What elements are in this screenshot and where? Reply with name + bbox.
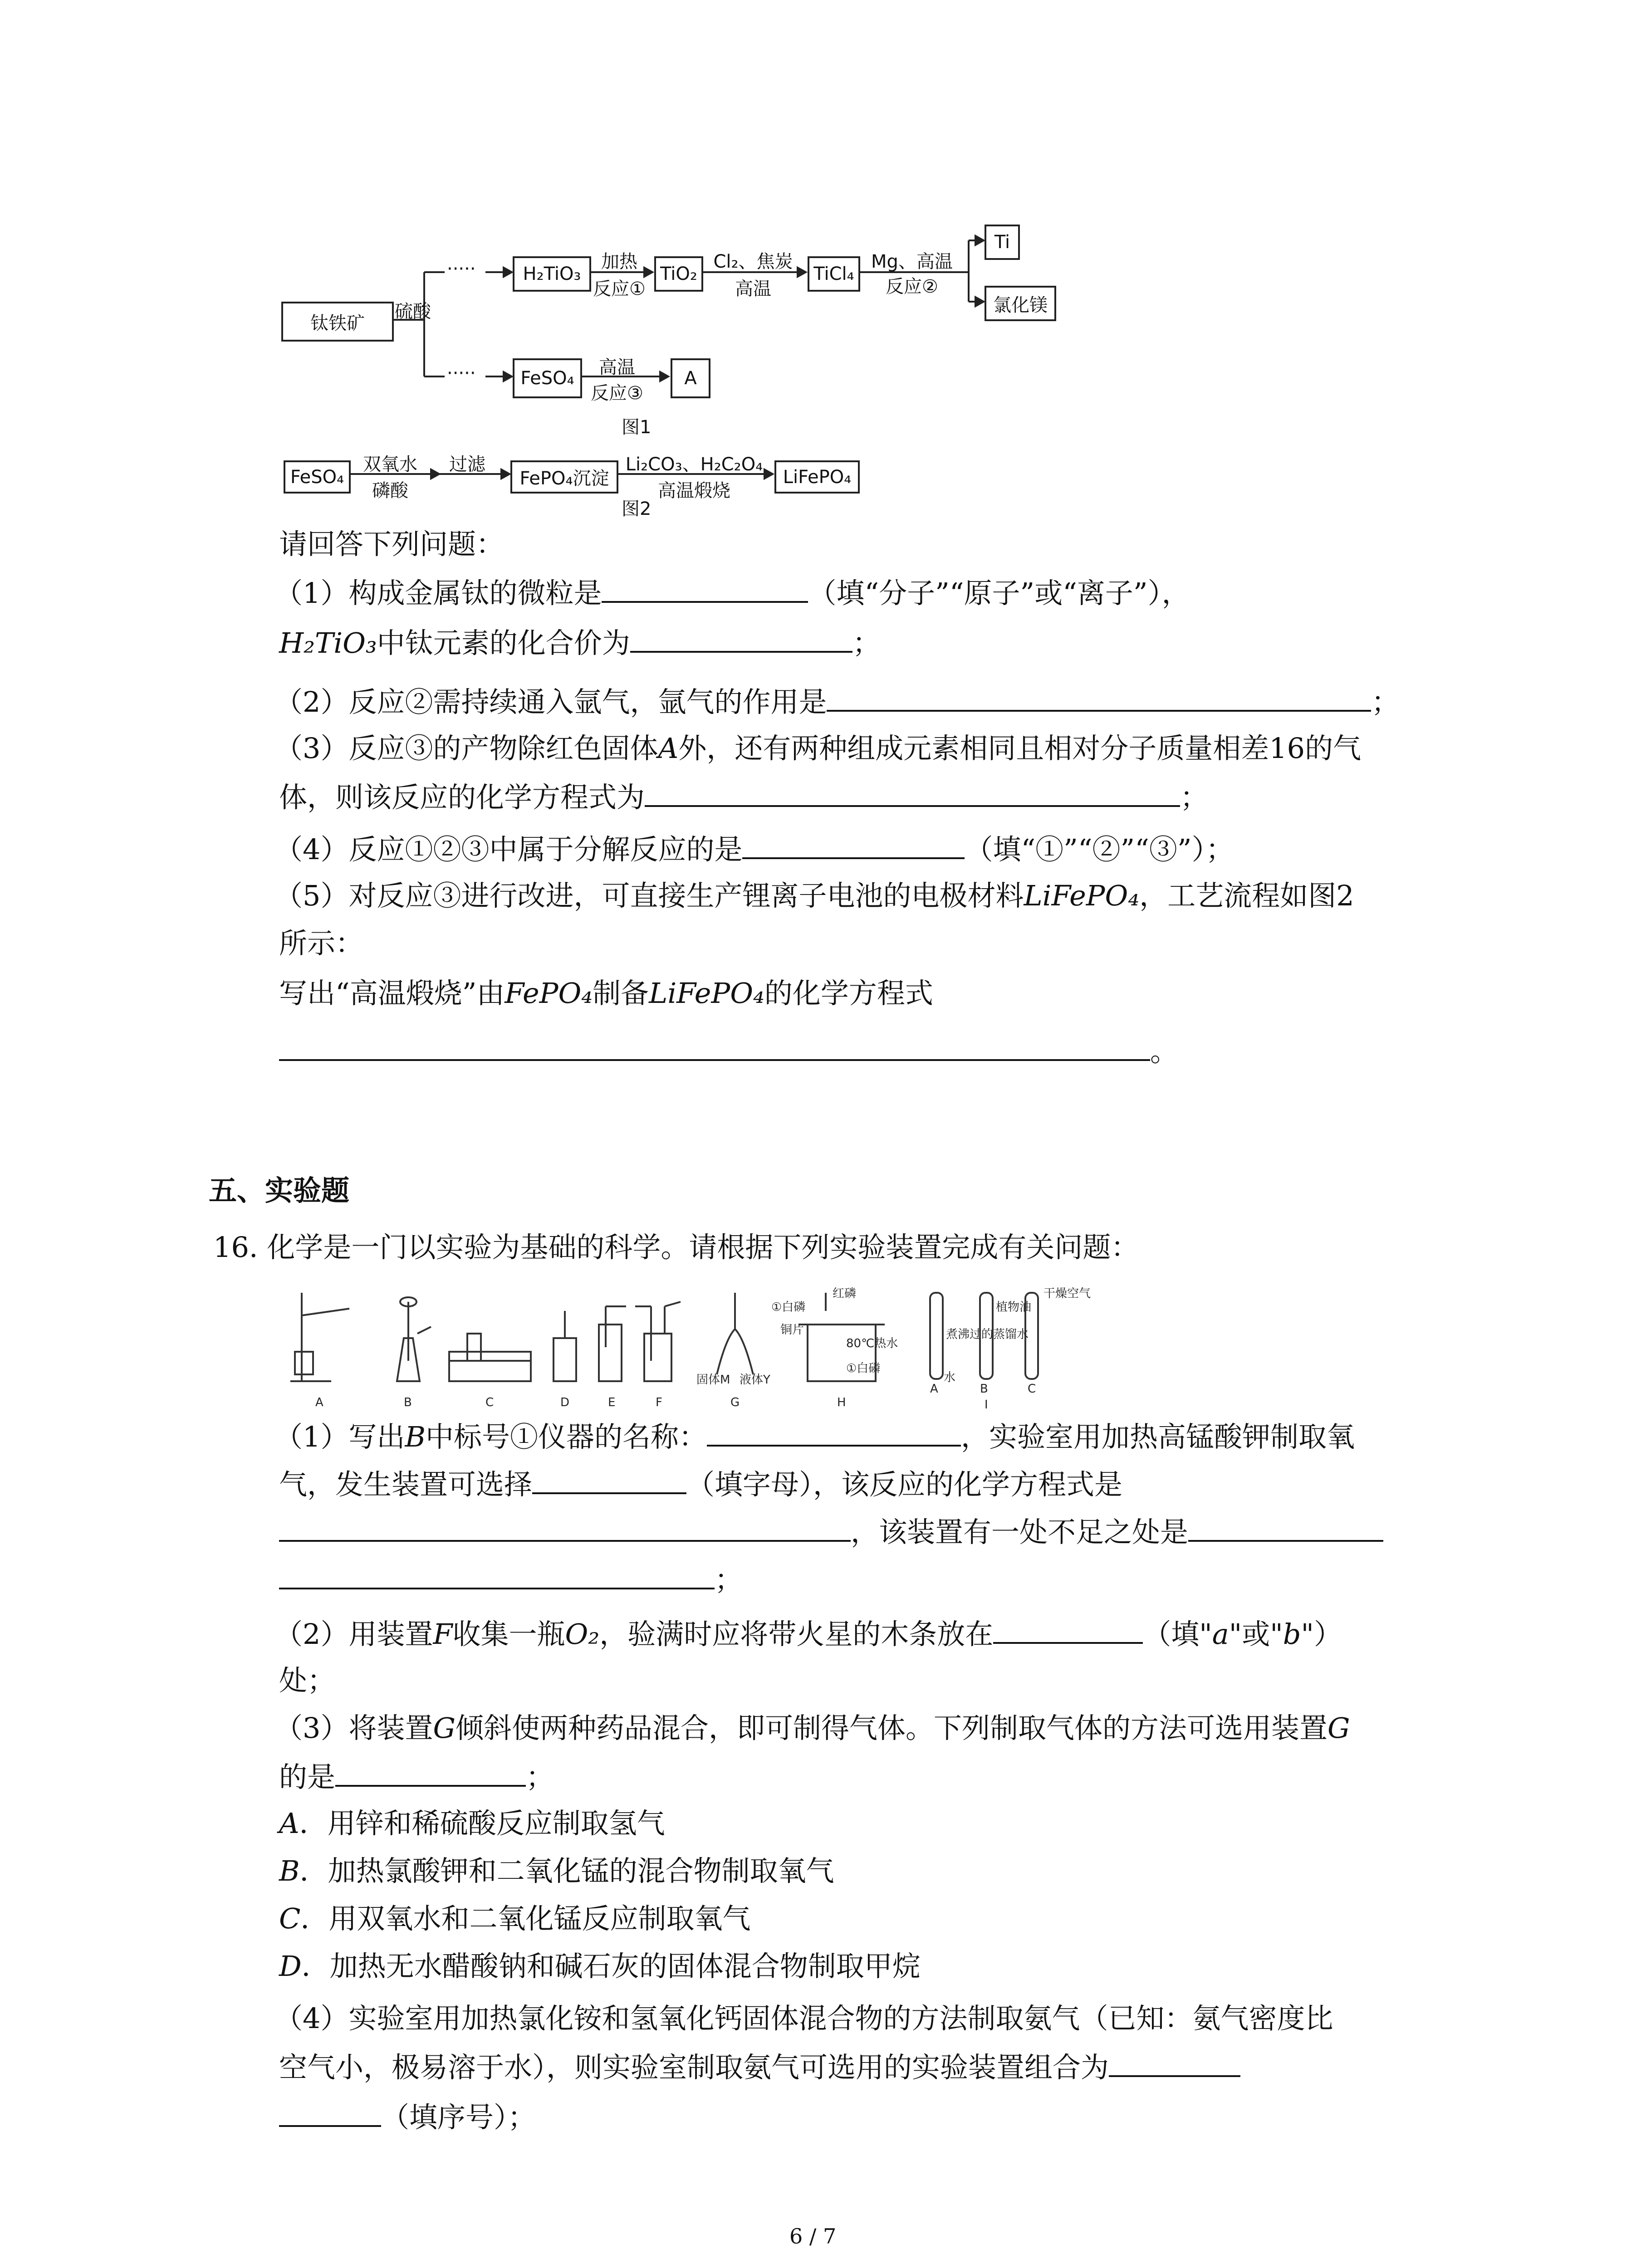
var-a-lower: a [1212,1618,1229,1651]
option-c-letter: C [279,1902,301,1935]
answer-blank-7[interactable] [707,1418,961,1447]
a-box [671,358,710,398]
app-label-h: H [837,1396,846,1409]
calcine-label: 高温煅烧 [658,480,730,501]
note-h-white-p2: ①白磷 [846,1362,881,1375]
app-label-e: E [608,1396,616,1409]
q15-p1c-end: ； [852,626,881,660]
var-b: B [405,1420,426,1453]
dots-lower: ····· [447,363,476,384]
ticl4-box [808,256,860,292]
h2tio3-box [513,256,591,292]
q16-part4-line1: （4）实验室用加热氯化铵和氢氧化钙固体混合物的方法制取氨气（已知：氨气密度比 [274,2002,1333,2035]
filter-label: 过滤 [449,454,485,475]
q16-part1-line1 [274,1418,1355,1455]
option-b[interactable] [279,1853,834,1889]
q15-p1a: （1）构成金属钛的微粒是 [274,577,602,610]
q15-p2-end: ； [1371,685,1400,719]
app-label-c: C [485,1396,494,1409]
q16-part4-line3 [279,2098,536,2136]
fig2-feso4-box [284,460,351,494]
answer-blank-3[interactable] [827,683,1371,712]
note-i-water: 水 [944,1371,956,1384]
q15-p3a2: 外，还有两种组成元素相同且相对分子质量相差16的气 [678,732,1362,765]
reaction3-label: 反应③ [591,383,643,404]
answer-blank-15[interactable] [279,2098,381,2127]
q16-part3-line1 [274,1710,1350,1746]
h2tio3-label: H₂TiO₃ [523,264,581,284]
q16-p1b2: （填字母），该反应的化学方程式是 [686,1468,1123,1501]
answer-blank-2[interactable] [630,624,852,653]
answer-blank-12[interactable] [993,1615,1143,1644]
q16-p1a: （1）写出 [274,1420,405,1453]
note-g-left: 固体M [696,1373,730,1387]
reaction1-label: 反应① [593,279,646,299]
q16-part2-line2: 处； [279,1664,336,1697]
q16-p3b: 的是 [279,1760,336,1794]
q16-p1c: ，该装置有一处不足之处是 [851,1515,1189,1549]
feso4-label: FeSO₄ [520,368,574,389]
app-label-ic: C [1028,1382,1036,1396]
q16-intro-line [213,1229,1139,1266]
var-b-lower: b [1283,1618,1301,1651]
section-5-heading: 五、实验题 [209,1174,350,1207]
app-label-i: I [985,1398,988,1412]
q15-p1b: （填“分子”“原子”或“离子”）， [808,577,1190,610]
ticl4-label: TiCl₄ [813,264,854,284]
reaction2-label: 反应② [886,276,938,297]
var-g-2: G [1327,1711,1350,1745]
q15-p5a: （5）对反应③进行改进，可直接生产锂离子电池的电极材料 [274,879,1024,912]
note-h-white-p: ①白磷 [771,1300,806,1314]
ti-label: Ti [994,232,1010,253]
answer-blank-5[interactable] [742,830,965,859]
feso4-box [513,358,582,398]
high-temp-label: 高温 [735,279,771,299]
answer-blank-6[interactable] [279,1032,1150,1061]
q15-part3-line2 [279,778,1208,816]
q15-part1-line1 [274,574,1190,611]
q16-p1d-end: ； [715,1563,743,1596]
dots-upper: ····· [447,259,476,279]
answer-blank-4[interactable] [645,778,1180,807]
a-label: A [684,368,697,389]
note-i-air: 干燥空气 [1043,1287,1091,1300]
ore-label: 钛铁矿 [310,313,365,334]
option-c[interactable] [279,1901,750,1937]
q15-p5a-end: ，工艺流程如图2 [1139,879,1354,912]
q15-intro: 请回答下列问题： [279,528,505,561]
q16-p2a6: "） [1301,1618,1342,1651]
var-a: A [658,732,679,765]
h2o2-label: 双氧水 [363,454,417,475]
option-a-letter: A [279,1807,299,1840]
note-h-red-p: 红磷 [833,1287,857,1300]
q16-part4-line2 [279,2048,1240,2086]
app-label-f: F [656,1396,662,1409]
note-i-oil: 植物油 [996,1300,1032,1314]
note-g-right: 液体Y [740,1373,770,1387]
lifepo4-formula: LiFePO₄ [1024,879,1140,912]
lifepo4-label: LiFePO₄ [783,466,852,488]
q16-p3a2: 倾斜使两种药品混合，即可制得气体。下列制取气体的方法可选用装置 [455,1711,1327,1745]
option-d-text: ．加热无水醋酸钠和碱石灰的固体混合物制取甲烷 [301,1950,921,1983]
option-b-letter: B [279,1854,300,1887]
q15-p5c-b: 制备 [593,977,649,1010]
app-label-ia: A [930,1382,938,1396]
li-reagents-label: Li₂CO₃、H₂C₂O₄ [625,454,763,475]
q15-p5c-a: 写出“高温煅烧”由 [279,977,505,1010]
q16-p3b-end: ； [526,1760,554,1794]
app-label-b: B [404,1396,412,1409]
answer-blank-10[interactable] [1188,1513,1383,1542]
var-f: F [433,1618,453,1651]
option-a[interactable] [279,1805,665,1842]
q15-p4: （4）反应①②③中属于分解反应的是 [274,833,743,866]
fepo4-box [510,460,618,494]
lifepo4-formula-2: LiFePO₄ [649,977,764,1010]
q15-p3b: 体，则该反应的化学方程式为 [279,781,645,814]
q16-p1a3: ，实验室用加热高锰酸钾制取氧 [961,1420,1355,1453]
q16-p4c-end: （填序号）； [381,2101,536,2134]
q16-p2a5: "或" [1229,1618,1283,1651]
q16-p2a2: 收集一瓶 [452,1618,565,1651]
mgcl2-label: 氯化镁 [993,294,1048,316]
mg-label: Mg、高温 [871,251,953,272]
lifepo4-box [774,460,860,494]
fepo4-formula: FePO₄ [505,977,593,1010]
q16-p2a3: ，验满时应将带火星的木条放在 [599,1618,994,1651]
q16-p1a2: 中标号①仪器的名称： [426,1420,707,1453]
app-label-g: G [730,1396,740,1409]
q15-p5c-c: 的化学方程式 [764,977,933,1010]
q16-p1b: 气，发生装置可选择 [279,1468,533,1501]
option-b-text: ．加热氯酸钾和二氧化锰的混合物制取氧气 [299,1854,834,1887]
acid-label: 硫酸 [395,301,431,322]
q15-part5-line1 [274,878,1354,914]
figure-2-caption: 图2 [622,499,652,519]
note-i-boiled: 煮沸过的蒸馏水 [946,1328,1029,1341]
q16-part1-line4 [279,1560,743,1598]
note-h-hot-water: 80℃热水 [846,1337,898,1350]
cl2-label: Cl₂、焦炭 [713,251,793,272]
q15-part4 [274,830,1234,868]
ti-box [985,225,1020,260]
q15-p3a: （3）反应③的产物除红色固体 [274,732,658,765]
q16-part3-line2 [279,1758,554,1795]
high-temp-label-2: 高温 [599,357,635,378]
q16-p4b: 空气小，极易溶于水），则实验室制取氨气可选用的实验装置组合为 [279,2051,1109,2084]
o2-formula: O₂ [565,1618,600,1651]
option-a-text: ．用锌和稀硫酸反应制取氢气 [299,1807,665,1840]
answer-blank-9[interactable] [279,1513,851,1542]
q15-part3-line1 [274,730,1361,767]
q16-part2-line1 [274,1615,1342,1652]
q15-p5d-end: 。 [1150,1035,1179,1068]
q16-part1-line2 [279,1465,1122,1503]
q15-p3b-end: ； [1180,781,1209,814]
fepo4-label: FePO₄沉淀 [519,468,609,489]
answer-blank-13[interactable] [335,1758,526,1787]
q16-p3a: （3）将装置 [274,1711,433,1745]
q15-part2 [274,683,1399,720]
phosphoric-label: 磷酸 [372,480,408,501]
q15-part5-line3 [279,975,933,1012]
app-label-d: D [560,1396,570,1409]
q15-part5-line2: 所示： [279,927,364,960]
ore-box [281,302,394,342]
app-label-a: A [315,1396,323,1409]
q16-intro: 化学是一门以实验为基础的科学。请根据下列实验装置完成有关问题： [267,1231,1139,1264]
q15-p4-end: （填“①”“②”“③”）； [965,833,1234,866]
answer-blank-1[interactable] [602,574,808,603]
tio2-box [654,256,703,292]
figure-1-caption: 图1 [622,417,652,438]
page-number: 6 / 7 [789,2224,837,2248]
var-g: G [433,1711,456,1745]
q16-number: 16. [213,1231,258,1264]
q15-p2: （2）反应②需持续通入氩气，氩气的作用是 [274,685,827,719]
option-c-text: ．用双氧水和二氧化锰反应制取氧气 [300,1902,751,1935]
q15-part5-line4 [279,1032,1178,1070]
q16-p2a4: （填" [1143,1618,1212,1651]
answer-blank-14[interactable] [1109,2048,1240,2077]
mgcl2-box [985,286,1056,321]
h2tio3-formula: H₂TiO₃ [279,626,377,660]
answer-blank-11[interactable] [279,1560,715,1589]
note-h-copper: 铜片 [780,1323,804,1337]
tio2-label: TiO₂ [660,264,697,284]
option-d-letter: D [279,1950,302,1983]
q16-p2a: （2）用装置 [274,1618,433,1651]
q16-part1-line3 [279,1513,1383,1550]
option-d[interactable] [279,1948,921,1984]
app-label-ib: B [980,1382,988,1396]
answer-blank-8[interactable] [532,1465,686,1494]
q15-p1c: 中钛元素的化合价为 [377,626,630,660]
heat-label: 加热 [601,251,637,272]
q15-part1-line2 [279,624,881,661]
apparatus-labels [315,1287,1091,1412]
apparatus-illustration [281,1284,1112,1420]
fig2-feso4-label: FeSO₄ [290,466,344,488]
